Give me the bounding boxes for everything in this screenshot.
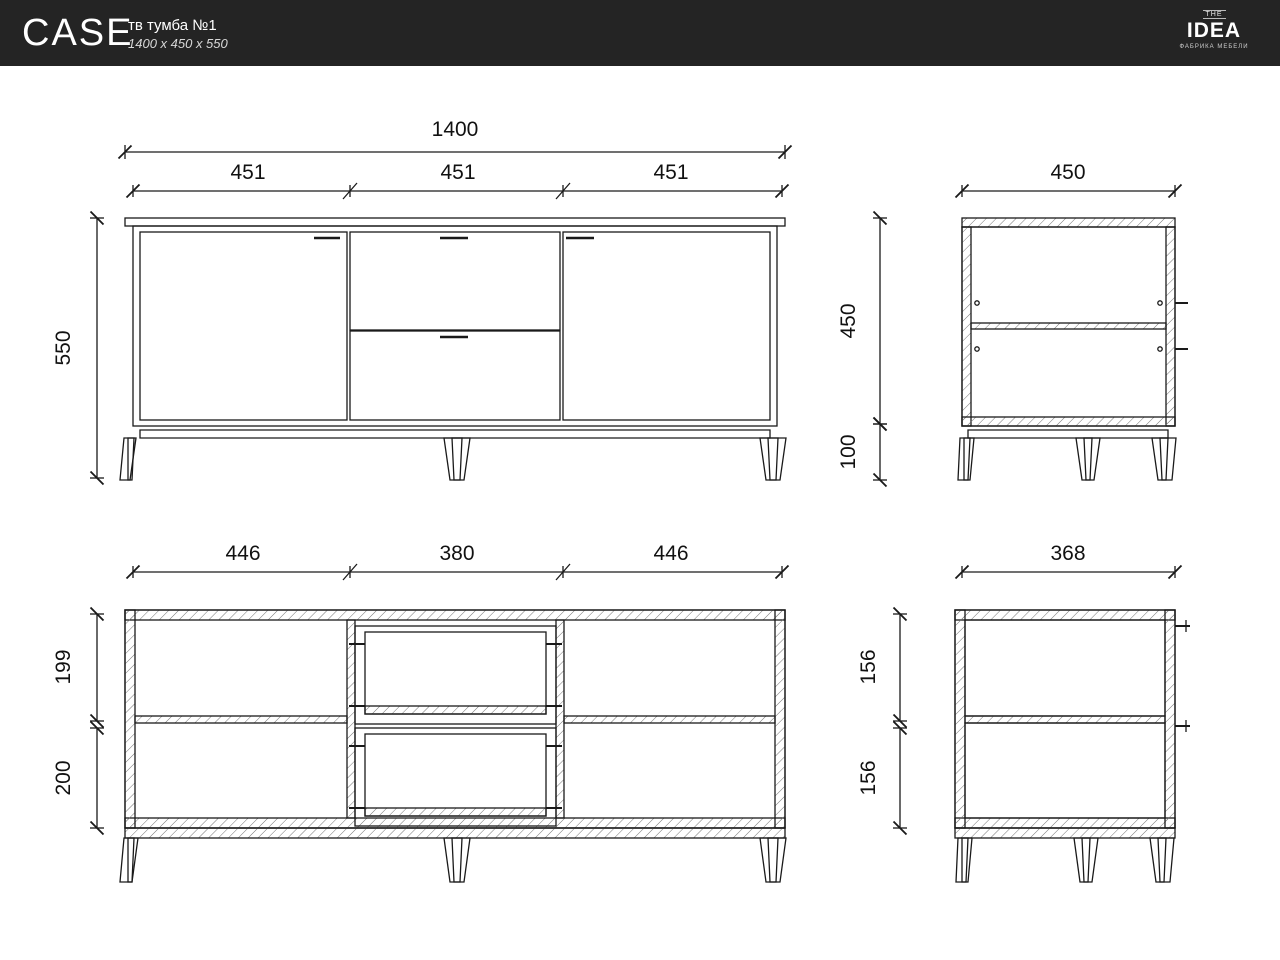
dim-inner-depth: 368 bbox=[1050, 542, 1086, 565]
logo-the-label: THE bbox=[1203, 10, 1226, 19]
page-title: CASE bbox=[22, 12, 134, 54]
view-front-elevation bbox=[90, 145, 786, 480]
view-front-section bbox=[90, 564, 786, 882]
view-side-section bbox=[893, 566, 1190, 882]
dim-front-segment-1: 451 bbox=[230, 161, 266, 184]
dim-upper-opening-height: 199 bbox=[52, 649, 75, 685]
header-bar bbox=[0, 0, 1280, 66]
dim-section-segment-2: 380 bbox=[439, 542, 475, 565]
dim-side-upper-opening-height: 156 bbox=[857, 649, 880, 685]
dim-side-lower-opening-height: 156 bbox=[857, 760, 880, 796]
logo bbox=[1166, 11, 1262, 55]
dim-overall-depth: 450 bbox=[1050, 161, 1086, 184]
technical-drawing-canvas bbox=[0, 66, 1280, 960]
dim-front-segment-3: 451 bbox=[653, 161, 689, 184]
logo-caption-text: ФАБРИКА МЕБЕЛИ bbox=[1179, 44, 1249, 50]
product-subtitle: тв тумба №1 bbox=[128, 17, 217, 34]
dim-leg-height: 100 bbox=[837, 434, 860, 470]
dim-body-height: 450 bbox=[837, 303, 860, 339]
product-dimensions-label: 1400 x 450 x 550 bbox=[128, 36, 228, 51]
logo-main-text: IDEA bbox=[1186, 19, 1242, 42]
dim-lower-opening-height: 200 bbox=[52, 760, 75, 796]
dim-overall-width: 1400 bbox=[431, 118, 479, 141]
dim-section-segment-1: 446 bbox=[225, 542, 261, 565]
view-side-elevation bbox=[873, 185, 1188, 480]
dim-front-segment-2: 451 bbox=[440, 161, 476, 184]
dim-section-segment-3: 446 bbox=[653, 542, 689, 565]
logo-top-text bbox=[1166, 11, 1262, 19]
dim-overall-height: 550 bbox=[52, 330, 75, 366]
